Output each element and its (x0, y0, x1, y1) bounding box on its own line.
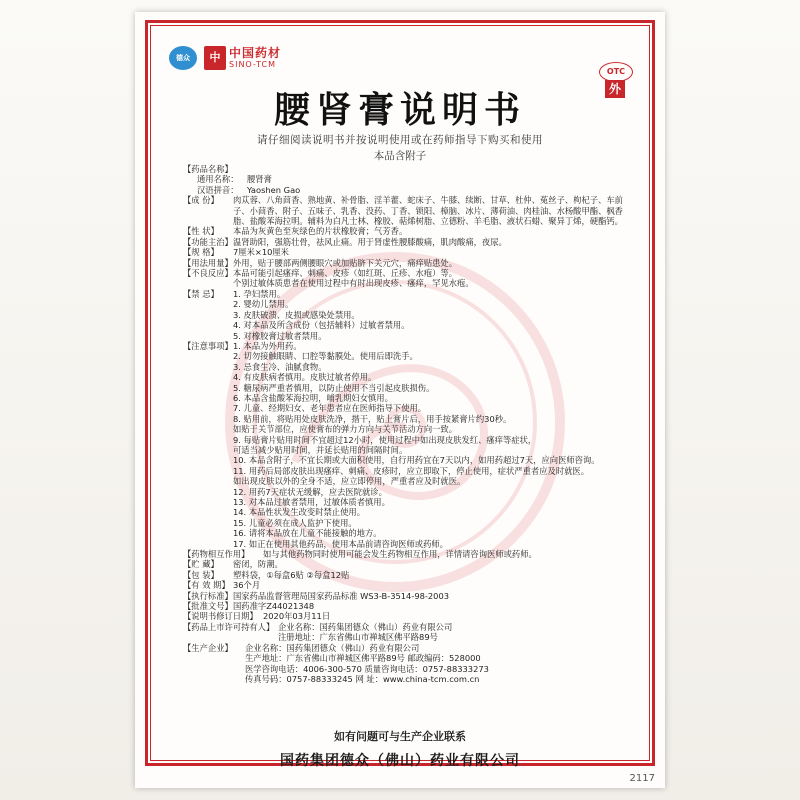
generic-name-label: 通用名称： (197, 174, 239, 185)
pinyin-value: Yaoshen Gao (247, 184, 301, 195)
caution-item: 13. 对本品过敏者禁用，过敏体质者慎用。 (233, 497, 390, 507)
manufacturer-fax: 传真号码：0757-88333245 网 址：www.china-tcm.com.cn (245, 673, 480, 684)
manufacturer-phone: 医学咨询电话：4006-300-570 质量咨询电话：0757-88333273 (245, 663, 489, 674)
ingredients-value: 肉苁蓉、八角茴香、熟地黄、补骨脂、淫羊藿、蛇床子、牛膝、续断、甘草、杜仲、菟丝子、枸杞子、车前子、小茴香、附子、五味子、乳香、没药、丁香、锁阳、樟脑、冰片、薄荷油、肉桂油、水杨酸甲酯、枫香脂、盐酸苯海拉明。辅料为白凡士林、橡胶、萜烯树脂、立德粉、羊毛脂、液状石蜡、聚异丁烯，硬酯钙。 (233, 195, 623, 227)
caution-item: 3. 忌食生冷、油腻食物。 (233, 361, 327, 372)
manufacturer-row (183, 643, 633, 685)
adverse-value-2: 个别过敏体质患者在使用过程中有时出现皮疹、瘙痒，罕见水疱。 (233, 278, 474, 289)
standard-label: 【执行标准】 (183, 590, 233, 601)
contra-item: 2. 婴幼儿禁用。 (233, 299, 294, 310)
sino-tcm-logo-icon: 中 (204, 46, 226, 70)
caution-item: 14. 本品性状发生改变时禁止使用。 (233, 507, 365, 518)
holder-row (183, 622, 633, 643)
character-value: 本品为灰黄色至灰绿色的片状橡胶膏；气芳香。 (233, 226, 408, 237)
caution-item: 如贴于关节部位，应使膏布的弹力方向与关节活动方向一致。 (233, 424, 458, 435)
section-name-header: 【药品名称】 (183, 164, 233, 174)
revision-label: 【说明书修订日期】 (183, 611, 258, 622)
generic-name-row (183, 174, 633, 184)
caution-row (183, 341, 633, 549)
caution-item: 10. 本品含附子，不宜长期或大面积使用，自行用药宜在7天以内，如用药超过7天，应向医师咨询。 (233, 455, 600, 466)
approval-row (183, 601, 633, 611)
package-row (183, 570, 633, 580)
contra-label: 【禁 忌】 (183, 288, 219, 299)
spec-value: 7厘米×10厘米 (233, 247, 289, 258)
brand-en: SINO-TCM (229, 60, 276, 69)
storage-row (183, 559, 633, 569)
caution-item: 2. 切勿接触眼睛、口腔等黏膜处。使用后即洗手。 (233, 351, 418, 362)
character-row (183, 226, 633, 236)
caution-item: 17. 如正在使用其他药品，使用本品前请咨询医师或药师。 (233, 538, 448, 549)
standard-row (183, 591, 633, 601)
standard-value: 国家药品监督管理局国家药品标准 WS3-B-3514-98-2003 (233, 590, 449, 601)
caution-item: 4. 有皮肤病者慎用。皮肤过敏者停用。 (233, 372, 377, 383)
caution-item: 15. 儿童必须在成人监护下使用。 (233, 517, 357, 528)
expiry-value: 36个月 (233, 580, 261, 591)
storage-value: 密闭，防潮。 (233, 559, 283, 570)
pinyin-row (183, 185, 633, 195)
brand-cn: 中国药材 (229, 46, 282, 60)
adverse-row (183, 268, 633, 289)
approval-value: 国药准字Z44021348 (233, 601, 315, 612)
ingredients-label: 【成 份】 (183, 195, 219, 206)
expiry-row (183, 580, 633, 590)
caution-item: 8. 贴用前，将贴用处皮肤洗净，揩干，贴上膏片后，用手按紧膏片约30秒。 (233, 413, 512, 424)
otc-badge: OTC (599, 62, 633, 82)
company-logo-icon: 德众 (169, 46, 197, 70)
indication-label: 【功能主治】 (183, 236, 233, 247)
page-title: 腰肾膏说明书 (273, 90, 526, 131)
revision-value: 2020年03月11日 (263, 611, 331, 622)
caution-item: 16. 请将本品放在儿童不能接触的地方。 (233, 528, 382, 539)
contra-list (233, 289, 633, 341)
manufacturer-label: 【生产企业】 (183, 642, 233, 653)
print-code: 2117 (629, 773, 655, 784)
manufacturer-address: 生产地址：广东省佛山市禅城区佛平路89号 邮政编码：528000 (245, 653, 481, 664)
caution-item: 如出现皮肤以外的全身不适，应立即停用，严重者应及时就医。 (233, 476, 466, 487)
caution-list (233, 341, 633, 549)
contra-row (183, 289, 633, 341)
usage-row (183, 258, 633, 268)
interaction-label: 【药物相互作用】 (183, 549, 250, 560)
adverse-label: 【不良反应】 (183, 268, 233, 279)
usage-value: 外用，贴于腰部两侧腰眼穴或加贴脐下关元穴，痛痒贴患处。 (233, 257, 458, 268)
spec-label: 【规 格】 (183, 247, 219, 258)
package-value: 塑料袋，①每盒6贴 ②每盒12贴 (233, 569, 350, 580)
pinyin-label: 汉语拼音： (197, 184, 239, 195)
instructions-body (183, 164, 633, 684)
manufacturer-company: 企业名称：国药集团德众（佛山）药业有限公司 (245, 642, 420, 653)
contra-item: 3. 皮肤破溃、皮损或感染处禁用。 (233, 309, 360, 320)
storage-label: 【贮 藏】 (183, 559, 219, 570)
contra-item: 5. 对橡胶膏过敏者禁用。 (233, 330, 327, 341)
caution-item: 6. 本品含盐酸苯海拉明，哺乳期妇女慎用。 (233, 392, 393, 403)
interaction-row (183, 549, 633, 559)
caution-item: 9. 每贴膏片贴用时间不宜超过12小时，使用过程中如出现皮肤发红、瘙痒等症状， (233, 434, 537, 445)
ingredients-row (183, 195, 633, 226)
caution-item: 11. 用药后局部皮肤出现瘙痒、刺痛、皮疹时，应立即取下，停止使用，症状严重者应及时就医。 (233, 465, 590, 476)
character-label: 【性 状】 (183, 226, 219, 237)
usage-label: 【用法用量】 (183, 257, 233, 268)
indication-value: 温肾助阳，强筋壮骨，祛风止痛。用于肾虚性腰膝酸痛，肌肉酸痛，夜尿。 (233, 236, 507, 247)
external-use-badge: 外 (605, 80, 625, 98)
caution-label: 【注意事项】 (183, 340, 233, 351)
spec-row (183, 247, 633, 257)
instruction-sheet (135, 12, 665, 788)
contact-note: 如有问题可与生产企业联系 (334, 730, 466, 743)
caution-item: 5. 糖尿病严重者慎用，以防止使用不当引起皮肤损伤。 (233, 382, 435, 393)
generic-name-value: 腰肾膏 (247, 174, 272, 185)
holder-company: 企业名称：国药集团德众（佛山）药业有限公司 (278, 621, 453, 632)
subtitle-note: 本品含附子 (373, 150, 427, 162)
expiry-label: 【有 效 期】 (183, 580, 230, 591)
caution-item: 可适当减少贴用时间，并延长贴用的间隔时间。 (233, 444, 408, 455)
holder-label: 【药品上市许可持有人】 (183, 621, 275, 632)
contra-item: 4. 对本品及所含成份（包括辅料）过敏者禁用。 (233, 320, 410, 331)
package-label: 【包 装】 (183, 569, 219, 580)
holder-address: 注册地址：广东省佛山市禅城区佛平路89号 (278, 632, 438, 643)
subtitle: 请仔细阅读说明书并按说明使用或在药师指导下购买和使用 (257, 134, 543, 146)
approval-label: 【批准文号】 (183, 601, 233, 612)
header (159, 36, 639, 96)
interaction-value: 如与其他药物同时使用可能会发生药物相互作用，详情请咨询医师或药师。 (263, 549, 537, 560)
indication-row (183, 237, 633, 247)
contra-item: 1. 孕妇禁用。 (233, 288, 286, 299)
adverse-value: 本品可能引起瘙痒、刺痛、皮疹（如红斑、丘疹、水疱）等。 (233, 268, 458, 279)
caution-item: 12. 用药7天症状无缓解，应去医院就诊。 (233, 486, 387, 497)
caution-item: 1. 本品为外用药。 (233, 340, 302, 351)
caution-item: 7. 儿童、经期妇女、老年患者应在医师指导下使用。 (233, 403, 427, 414)
footer-company: 国药集团德众（佛山）药业有限公司 (280, 753, 520, 769)
revision-row (183, 611, 633, 621)
